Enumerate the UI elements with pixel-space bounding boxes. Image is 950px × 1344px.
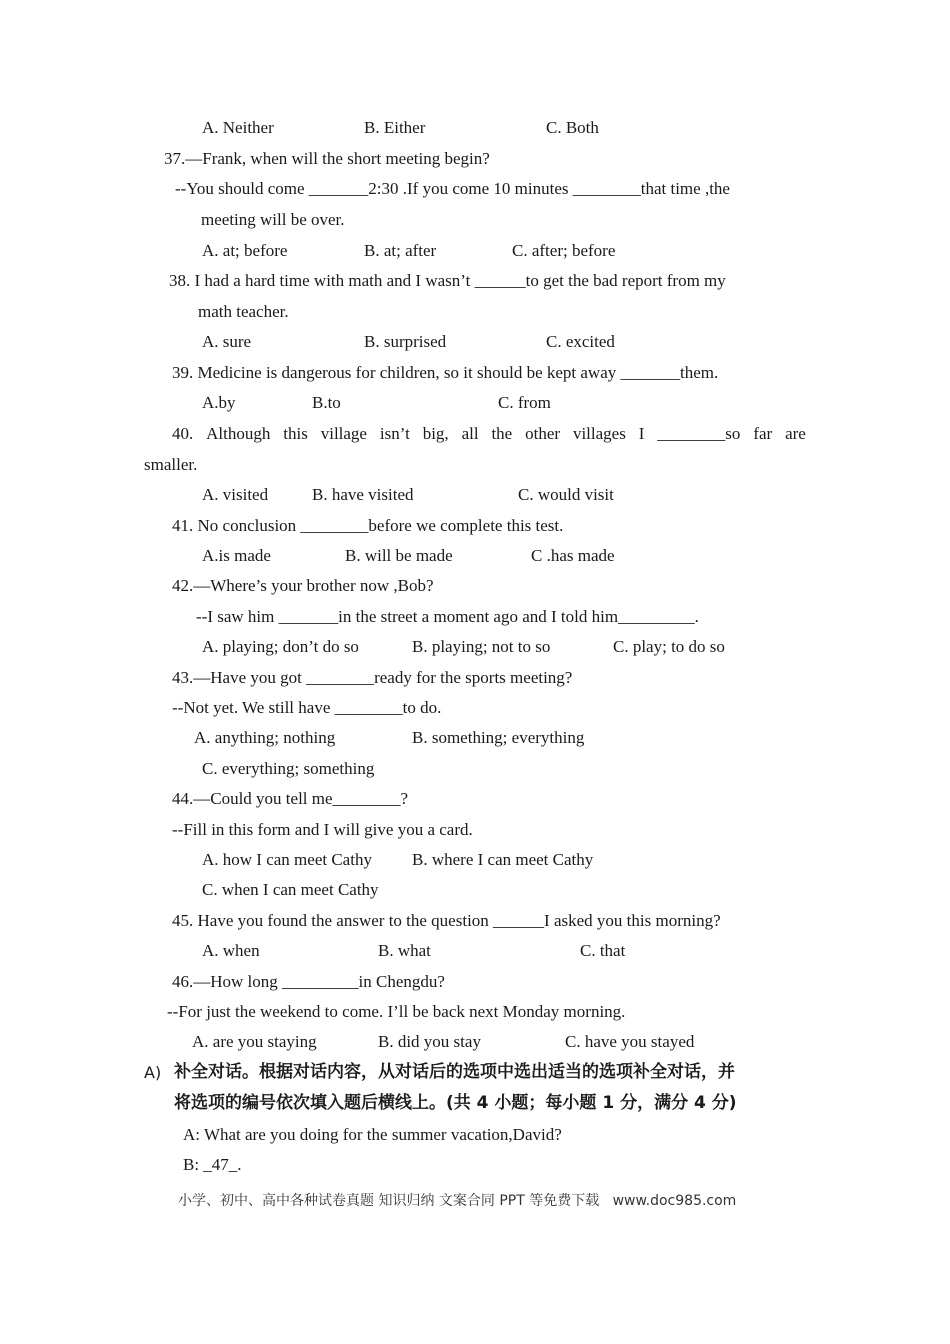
q40-word: this <box>283 424 308 443</box>
dialog-line-b: B: _47_. <box>183 1155 242 1174</box>
section-a-instruction-line-2: 将选项的编号依次填入题后横线上。(共 4 小题；每小题 1 分，满分 4 分) <box>174 1093 737 1113</box>
q41-option-a: A.is made <box>202 546 271 565</box>
q37-option-a: A. at; before <box>202 241 288 260</box>
q40-word: ________so <box>657 424 741 443</box>
q37-option-b: B. at; after <box>364 241 437 260</box>
q36-option-c: C. Both <box>546 118 599 137</box>
q43-option-b: B. something; everything <box>412 728 585 747</box>
q40-word: are <box>785 424 806 443</box>
q40-stem-line-1 <box>172 424 806 444</box>
q40-word: Although <box>206 424 271 443</box>
q40-word: big, <box>422 424 449 443</box>
q46-option-b: B. did you stay <box>378 1032 481 1051</box>
q43-option-c: C. everything; something <box>202 759 375 778</box>
section-a-marker: A) <box>144 1063 162 1082</box>
q39-option-c: C. from <box>498 393 551 412</box>
q41-option-b: B. will be made <box>345 546 453 565</box>
q40-word: other <box>525 424 561 443</box>
q42-option-c: C. play; to do so <box>613 637 725 656</box>
page-footer: 小学、初中、高中各种试卷真题 知识归纳 文案合同 PPT 等免费下载 www.doc985.com <box>178 1193 737 1209</box>
q38-option-b: B. surprised <box>364 332 447 351</box>
q42-option-b: B. playing; not to so <box>412 637 551 656</box>
dialog-line-a: A: What are you doing for the summer vacation,David? <box>183 1125 562 1144</box>
q43-reply: --Not yet. We still have ________to do. <box>172 698 442 717</box>
q44-reply: --Fill in this form and I will give you a card. <box>172 820 473 839</box>
q38-option-a: A. sure <box>202 332 252 351</box>
q36-option-b: B. Either <box>364 118 426 137</box>
q40-word: all <box>461 424 479 443</box>
q40-option-a: A. visited <box>202 485 269 504</box>
q40-word: far <box>753 424 773 443</box>
section-a-instruction-line-1: 补全对话。根据对话内容，从对话后的选项中选出适当的选项补全对话，并 <box>174 1062 735 1082</box>
q37-option-c: C. after; before <box>512 241 616 260</box>
q42-option-a: A. playing; don’t do so <box>202 637 359 656</box>
q37-reply-line-1: --You should come _______2:30 .If you come 10 minutes ________that time ,the <box>175 179 730 198</box>
q44-option-a: A. how I can meet Cathy <box>202 850 372 869</box>
q39-stem: 39. Medicine is dangerous for children, so it should be kept away _______them. <box>172 363 719 382</box>
q40-option-b: B. have visited <box>312 485 414 504</box>
q40-word: 40. <box>172 424 194 443</box>
q45-option-c: C. that <box>580 941 626 960</box>
q44-stem: 44.—Could you tell me________? <box>172 789 409 808</box>
q45-option-a: A. when <box>202 941 260 960</box>
q36-option-a: A. Neither <box>202 118 274 137</box>
q43-stem: 43.—Have you got ________ready for the sports meeting? <box>172 668 573 687</box>
q38-stem-line-1: 38. I had a hard time with math and I wasn’t ______to get the bad report from my <box>169 271 726 290</box>
q40-word: villages <box>572 424 626 443</box>
q40-word: I <box>638 424 645 443</box>
q46-option-a: A. are you staying <box>192 1032 317 1051</box>
q40-word: the <box>491 424 513 443</box>
q42-reply: --I saw him _______in the street a moment ago and I told him_________. <box>196 607 699 626</box>
q46-reply: --For just the weekend to come. I’ll be back next Monday morning. <box>167 1002 626 1021</box>
q45-option-b: B. what <box>378 941 431 960</box>
q46-stem: 46.—How long _________in Chengdu? <box>172 972 445 991</box>
q38-stem-line-2: math teacher. <box>198 302 289 321</box>
q45-stem: 45. Have you found the answer to the question ______I asked you this morning? <box>172 911 721 930</box>
q38-option-c: C. excited <box>546 332 615 351</box>
q40-word: isn’t <box>379 424 410 443</box>
q40-stem-line-2: smaller. <box>144 455 198 474</box>
q46-option-c: C. have you stayed <box>565 1032 695 1051</box>
q44-option-c: C. when I can meet Cathy <box>202 880 379 899</box>
q39-option-a: A.by <box>202 393 236 412</box>
q40-word: village <box>320 424 367 443</box>
q44-option-b: B. where I can meet Cathy <box>412 850 594 869</box>
q42-stem: 42.—Where’s your brother now ,Bob? <box>172 576 434 595</box>
q43-option-a: A. anything; nothing <box>194 728 336 747</box>
q41-option-c: C .has made <box>531 546 615 565</box>
q39-option-b: B.to <box>312 393 341 412</box>
q40-option-c: C. would visit <box>518 485 614 504</box>
q41-stem: 41. No conclusion ________before we complete this test. <box>172 516 564 535</box>
q37-reply-line-2: meeting will be over. <box>201 210 345 229</box>
q37-stem: 37.—Frank, when will the short meeting begin? <box>164 149 490 168</box>
